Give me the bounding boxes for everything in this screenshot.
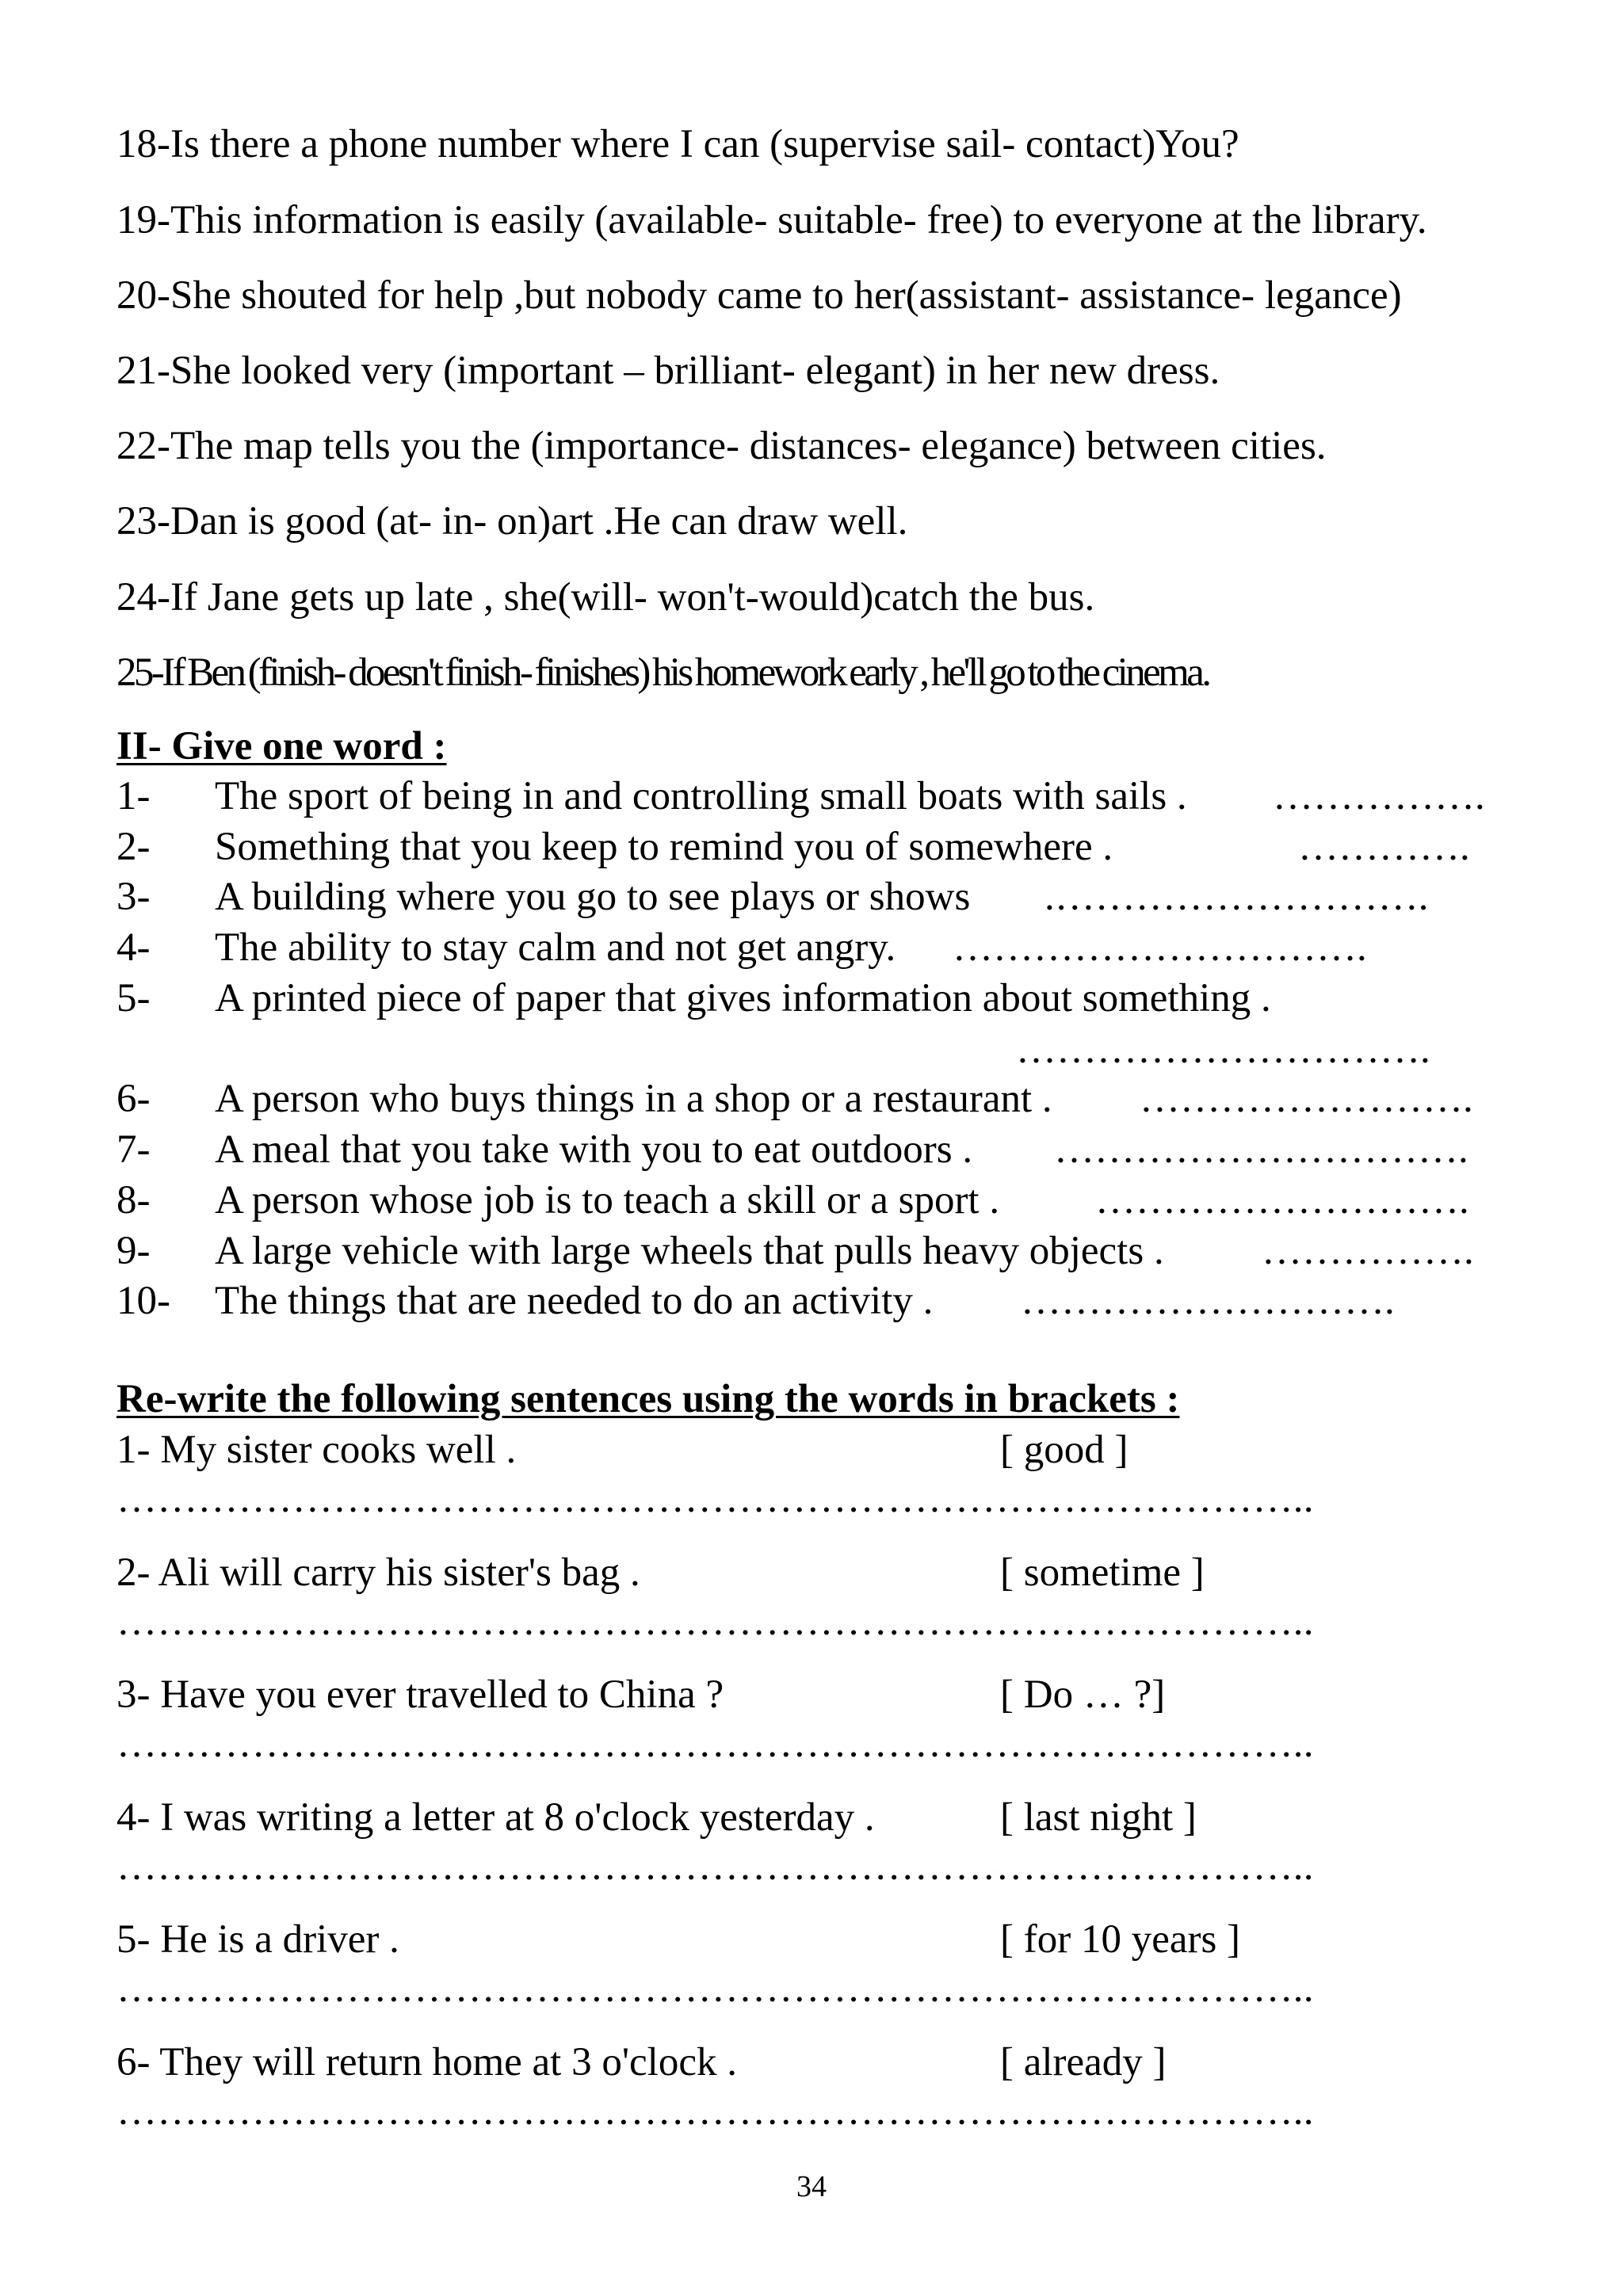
rewrite-sentence: 6- They will return home at 3 o'clock . bbox=[116, 2040, 737, 2084]
mcq-item-20: 20-She shouted for help ,but nobody came to her(assistant- assistance- legance) bbox=[116, 273, 1402, 318]
rewrite-hint: [ good ] bbox=[1000, 1428, 1128, 1472]
list-item-number: 3- bbox=[116, 875, 151, 919]
answer-blank[interactable]: …………………………. bbox=[953, 925, 1367, 970]
answer-blank[interactable]: ………………………. bbox=[1095, 1178, 1469, 1222]
rewrite-hint: [ already ] bbox=[1000, 2040, 1167, 2084]
list-item-text: The things that are needed to do an activity . bbox=[215, 1279, 934, 1323]
page-number: 34 bbox=[796, 2170, 827, 2203]
answer-line[interactable]: …………………………………………………………………………….. bbox=[116, 1600, 1314, 1644]
list-item-number: 5- bbox=[116, 976, 151, 1020]
answer-blank[interactable]: ………………………. bbox=[1021, 1279, 1395, 1323]
list-item-text: Something that you keep to remind you of somewhere . bbox=[215, 825, 1113, 869]
mcq-item-23: 23-Dan is good (at- in- on)art .He can draw well. bbox=[116, 499, 908, 543]
list-item-number: 7- bbox=[116, 1127, 151, 1172]
rewrite-hint: [ Do … ?] bbox=[1000, 1672, 1166, 1717]
mcq-item-21: 21-She looked very (important – brilliant- elegant) in her new dress. bbox=[116, 349, 1220, 393]
answer-blank[interactable]: …………………………. bbox=[1016, 1028, 1430, 1072]
rewrite-sentence: 5- He is a driver . bbox=[116, 1917, 399, 1962]
list-item-text: A person who buys things in a shop or a restaurant . bbox=[215, 1077, 1052, 1121]
answer-blank[interactable]: …………. bbox=[1298, 825, 1470, 869]
list-item-text: A large vehicle with large wheels that pulls heavy objects . bbox=[215, 1229, 1164, 1273]
list-item-number: 10- bbox=[116, 1279, 170, 1323]
answer-blank[interactable]: ……………. bbox=[1273, 774, 1485, 818]
list-item-text: A printed piece of paper that gives information about something . bbox=[215, 976, 1271, 1020]
list-item-number: 8- bbox=[116, 1178, 151, 1222]
answer-line[interactable]: …………………………………………………………………………….. bbox=[116, 2089, 1314, 2134]
rewrite-sentence: 2- Ali will carry his sister's bag . bbox=[116, 1550, 640, 1595]
rewrite-hint: [ sometime ] bbox=[1000, 1550, 1205, 1595]
rewrite-hint: [ for 10 years ] bbox=[1000, 1917, 1241, 1962]
answer-line[interactable]: …………………………………………………………………………….. bbox=[116, 1722, 1314, 1766]
rewrite-sentence: 1- My sister cooks well . bbox=[116, 1428, 517, 1472]
list-item-number: 4- bbox=[116, 925, 151, 970]
answer-line[interactable]: …………………………………………………………………………….. bbox=[116, 1477, 1314, 1521]
rewrite-sentence: 4- I was writing a letter at 8 o'clock yesterday . bbox=[116, 1795, 875, 1840]
list-item-text: A meal that you take with you to eat outdoors . bbox=[215, 1127, 973, 1172]
mcq-item-24: 24-If Jane gets up late , she(will- won't-would)catch the bus. bbox=[116, 575, 1095, 620]
list-item-text: The sport of being in and controlling small boats with sails . bbox=[215, 774, 1187, 818]
rewrite-hint: [ last night ] bbox=[1000, 1795, 1197, 1840]
list-item-text: The ability to stay calm and not get angry. bbox=[215, 925, 896, 970]
mcq-item-25: 25-If Ben (finish- doesn't finish- finishes) his homework early , he'll go to the cinema. bbox=[116, 650, 1209, 695]
mcq-item-19: 19-This information is easily (available- suitable- free) to everyone at the library. bbox=[116, 198, 1427, 242]
answer-blank[interactable]: .………………………. bbox=[1044, 875, 1429, 919]
list-item-number: 1- bbox=[116, 774, 151, 818]
answer-line[interactable]: …………………………………………………………………………….. bbox=[116, 1966, 1314, 2011]
answer-line[interactable]: …………………………………………………………………………….. bbox=[116, 1844, 1314, 1889]
list-item-number: 9- bbox=[116, 1229, 151, 1273]
give-one-word-heading: II- Give one word : bbox=[116, 724, 447, 769]
answer-blank[interactable]: …………………………. bbox=[1054, 1127, 1468, 1172]
rewrite-heading: Re-write the following sentences using the words in brackets : bbox=[116, 1377, 1180, 1421]
answer-blank[interactable]: ……………………. bbox=[1140, 1077, 1473, 1121]
list-item-text: A person whose job is to teach a skill or a sport . bbox=[215, 1178, 1000, 1222]
answer-blank[interactable]: ……………. bbox=[1262, 1229, 1474, 1273]
list-item-number: 2- bbox=[116, 825, 151, 869]
list-item-text: A building where you go to see plays or shows bbox=[215, 875, 971, 919]
rewrite-sentence: 3- Have you ever travelled to China ? bbox=[116, 1672, 724, 1717]
list-item-number: 6- bbox=[116, 1077, 151, 1121]
mcq-item-22: 22-The map tells you the (importance- distances- elegance) between cities. bbox=[116, 424, 1327, 468]
mcq-item-18: 18-Is there a phone number where I can (supervise sail- contact)You? bbox=[116, 122, 1239, 166]
